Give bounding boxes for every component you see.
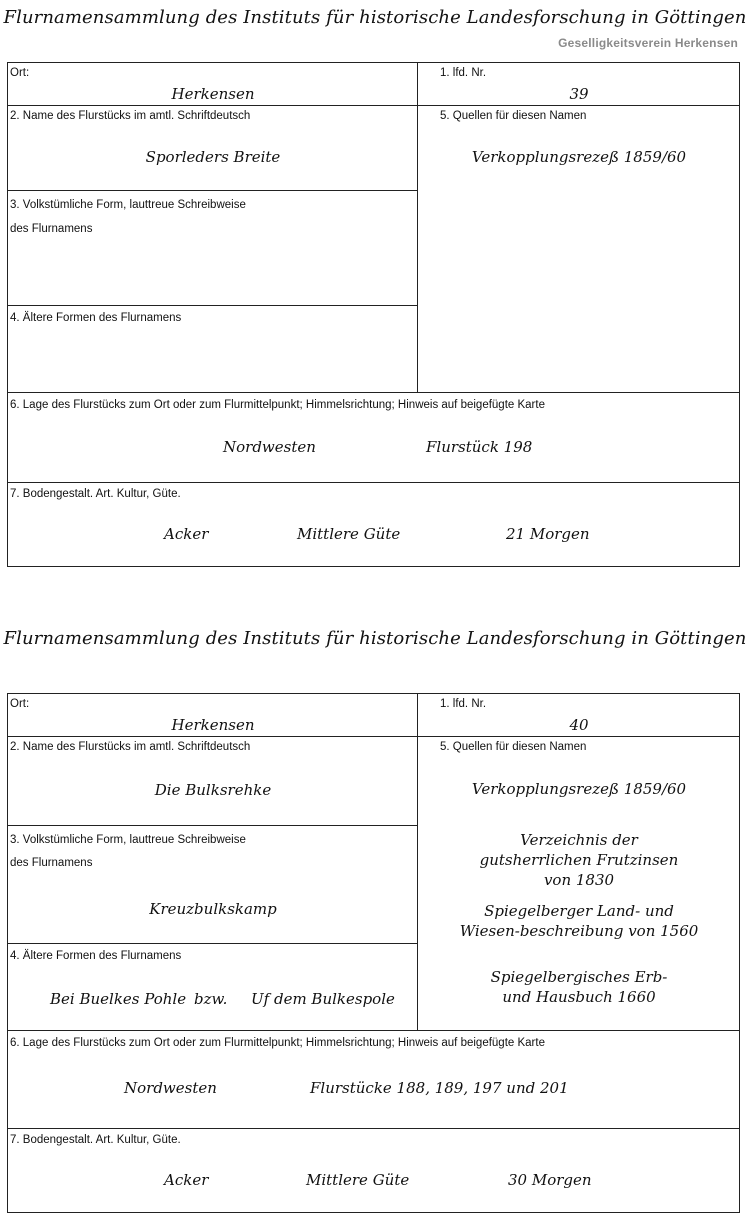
field-lfd-nr: [418, 694, 740, 737]
value-lage-richtung: Nordwesten: [223, 438, 316, 456]
field-ort: [8, 694, 418, 737]
label-aeltere: 4. Ältere Formen des Flurnamens: [10, 312, 182, 324]
label-lfd-nr: 1. lfd. Nr.: [440, 67, 487, 79]
label-ort: Ort:: [10, 698, 30, 710]
field-bodengestalt: [8, 483, 740, 566]
label-lage: 6. Lage des Flurstücks zum Ort oder zum Flurmittelpunkt; Himmelsrichtung; Hinweis auf beigefügte Karte: [10, 399, 545, 411]
label-volk-2: des Flurnamens: [10, 223, 93, 235]
field-volkstuemliche-form: [8, 191, 418, 306]
label-aeltere: 4. Ältere Formen des Flurnamens: [10, 950, 182, 962]
value-boden-guete: Mittlere Güte: [297, 525, 401, 543]
value-name: Sporleders Breite: [145, 148, 281, 166]
value-quelle: Verkopplungsrezeß 1859/60: [471, 148, 687, 166]
label-quellen: 5. Quellen für diesen Namen: [440, 741, 587, 753]
field-quellen: [418, 737, 740, 1031]
field-volkstuemliche-form: [8, 826, 418, 944]
label-lfd-nr: 1. lfd. Nr.: [440, 698, 487, 710]
label-boden: 7. Bodengestalt. Art. Kultur, Güte.: [10, 488, 181, 500]
value-ort: Herkensen: [171, 85, 255, 103]
index-card: [7, 62, 740, 567]
value-name: Die Bulksrehke: [154, 781, 272, 799]
field-lage: [8, 393, 740, 483]
value-boden-art: Acker: [164, 1171, 209, 1189]
label-quellen: 5. Quellen für diesen Namen: [440, 110, 587, 122]
value-aeltere-1: Bei Buelkes Pohle: [50, 990, 187, 1008]
value-boden-art: Acker: [164, 525, 209, 543]
index-card: [7, 693, 740, 1213]
label-lage: 6. Lage des Flurstücks zum Ort oder zum Flurmittelpunkt; Himmelsrichtung; Hinweis auf beigefügte Karte: [10, 1037, 545, 1049]
organization-stamp: Geselligkeitsverein Herkensen: [558, 36, 738, 50]
form-header: Flurnamensammlung des Instituts für historische Landesforschung in Göttingen: [3, 7, 747, 28]
field-lage: [8, 1031, 740, 1129]
value-quelle: Verzeichnis der gutsherrlichen Frutzinsen von 1830: [479, 831, 679, 889]
label-boden: 7. Bodengestalt. Art. Kultur, Güte.: [10, 1134, 181, 1146]
form-header: Flurnamensammlung des Instituts für historische Landesforschung in Göttingen: [3, 628, 747, 649]
field-quellen: [418, 106, 740, 393]
field-aeltere-formen: [8, 306, 418, 393]
value-lage-flurstueck: Flurstück 198: [426, 438, 533, 456]
label-volk-1: 3. Volkstümliche Form, lauttreue Schreibweise: [10, 834, 246, 846]
value-lfd-nr: 39: [569, 85, 589, 103]
value-boden-guete: Mittlere Güte: [306, 1171, 410, 1189]
value-lfd-nr: 40: [569, 716, 589, 734]
value-quelle: Verkopplungsrezeß 1859/60: [471, 780, 687, 798]
value-lage-flurstueck: Flurstücke 188, 189, 197 und 201: [310, 1079, 569, 1097]
value-volk: Kreuzbulkskamp: [149, 900, 277, 918]
value-quelle: Spiegelbergisches Erb- und Hausbuch 1660: [490, 968, 668, 1006]
value-ort: Herkensen: [171, 716, 255, 734]
value-aeltere-sep: bzw.: [194, 990, 228, 1008]
field-lfd-nr: [418, 63, 740, 106]
value-lage-richtung: Nordwesten: [124, 1079, 217, 1097]
field-bodengestalt: [8, 1129, 740, 1214]
label-volk-1: 3. Volkstümliche Form, lauttreue Schreibweise: [10, 199, 246, 211]
label-volk-2: des Flurnamens: [10, 857, 93, 869]
label-name: 2. Name des Flurstücks im amtl. Schriftdeutsch: [10, 110, 251, 122]
value-boden-groesse: 30 Morgen: [508, 1171, 592, 1189]
field-ort: [8, 63, 418, 106]
label-name: 2. Name des Flurstücks im amtl. Schriftdeutsch: [10, 741, 251, 753]
field-name: [8, 737, 418, 826]
field-name: [8, 106, 418, 191]
field-aeltere-formen: [8, 944, 418, 1031]
value-boden-groesse: 21 Morgen: [506, 525, 590, 543]
value-quelle: Spiegelberger Land- und Wiesen-beschreibung von 1560: [459, 902, 699, 940]
value-aeltere-2: Uf dem Bulkespole: [251, 990, 395, 1008]
label-ort: Ort:: [10, 67, 30, 79]
